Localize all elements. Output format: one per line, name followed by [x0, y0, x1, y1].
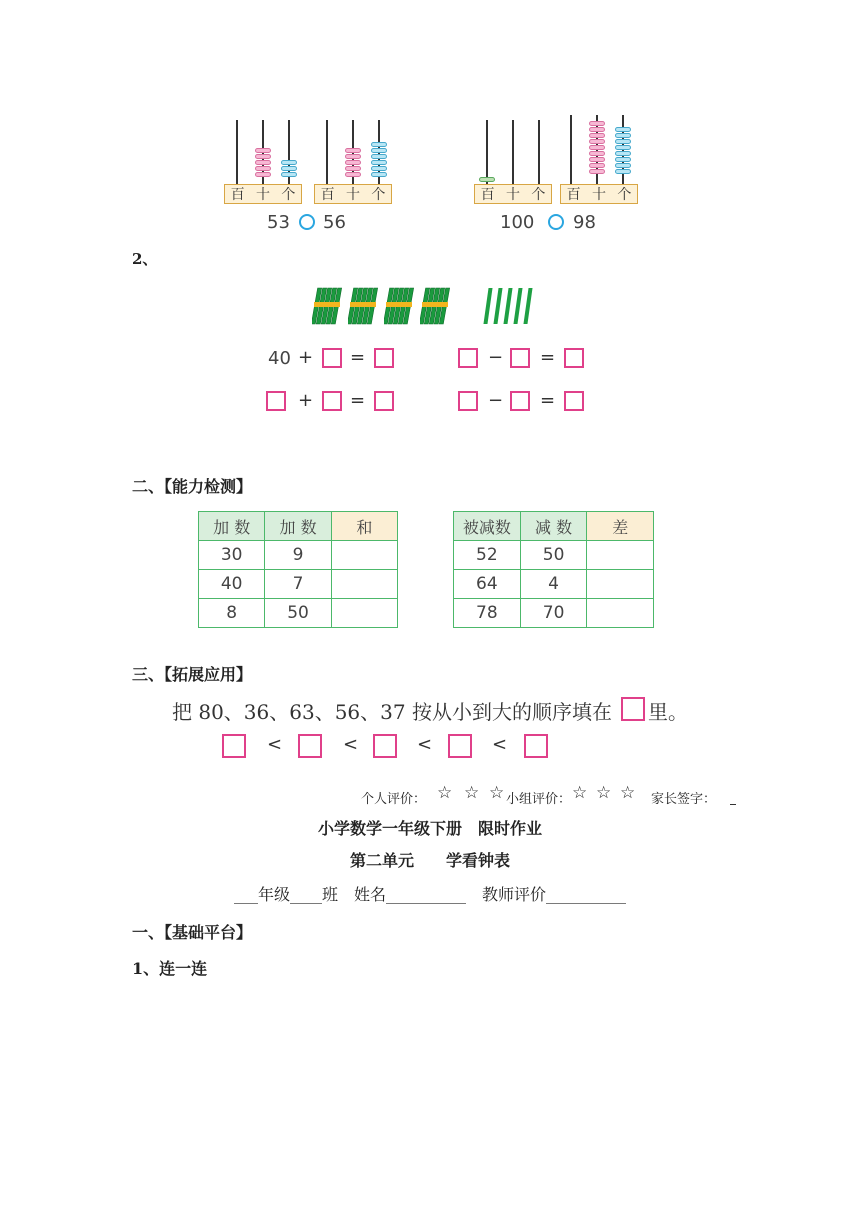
equals-sign: =: [540, 347, 556, 368]
single-stick-icon: [523, 288, 532, 324]
subtraction-table: [453, 511, 654, 628]
place-value-frame: 百 十 个: [560, 184, 638, 204]
answer-box[interactable]: [373, 734, 397, 758]
parent-signature-label: 家长签字：: [651, 792, 717, 807]
table-header: 加 数: [265, 512, 331, 541]
minus-sign: −: [488, 347, 504, 368]
addition-table: [198, 511, 398, 628]
star-icon[interactable]: ☆: [489, 783, 505, 803]
minus-sign: −: [488, 390, 504, 411]
answer-box[interactable]: [458, 391, 478, 411]
table-header: 差: [587, 512, 654, 541]
answer-box[interactable]: [374, 348, 394, 368]
answer-cell[interactable]: [587, 599, 654, 628]
table-header: 和: [331, 512, 397, 541]
sheet-title: 小学数学一年级下册 限时作业: [317, 819, 542, 838]
signature-line[interactable]: [730, 804, 736, 805]
table-header: 减 数: [520, 512, 587, 541]
plus-sign: +: [298, 390, 314, 411]
compare-right-b: 98: [573, 212, 596, 233]
answer-cell[interactable]: [331, 541, 397, 570]
answer-cell[interactable]: [587, 541, 654, 570]
answer-box[interactable]: [564, 391, 584, 411]
answer-cell[interactable]: [331, 599, 397, 628]
answer-box[interactable]: [448, 734, 472, 758]
plus-sign: +: [298, 347, 314, 368]
abacus-rod: [236, 120, 238, 184]
answer-cell[interactable]: [331, 570, 397, 599]
unit-title: 第二单元 学看钟表: [349, 851, 510, 870]
table-row: 40 7: [199, 570, 398, 599]
student-info-line: ___年级____班 姓名__________ 教师评价__________: [233, 885, 626, 904]
table-header: 加 数: [199, 512, 265, 541]
star-icon[interactable]: ☆: [572, 783, 588, 803]
answer-box[interactable]: [222, 734, 246, 758]
less-than-sign: <: [267, 734, 283, 755]
less-than-sign: <: [492, 734, 508, 755]
equals-sign: =: [350, 347, 366, 368]
stick-bundle-icon: [312, 286, 346, 326]
question-1-label: 1、连一连: [132, 959, 208, 978]
group-evaluation-label: 小组评价：: [506, 792, 572, 807]
answer-box[interactable]: [510, 348, 530, 368]
answer-box[interactable]: [322, 391, 342, 411]
ordering-instruction: 把 80、36、63、56、37 按从小到大的顺序填在: [172, 700, 612, 724]
section-1-heading: 一、【基础平台】: [132, 923, 253, 942]
stick-bundle-icon: [420, 286, 454, 326]
table-row: 78 70: [454, 599, 654, 628]
single-stick-icon: [513, 288, 522, 324]
table-row: 30 9: [199, 541, 398, 570]
section-3-heading: 三、【拓展应用】: [132, 665, 253, 684]
table-row: 64 4: [454, 570, 654, 599]
table-row: 52 50: [454, 541, 654, 570]
answer-box[interactable]: [564, 348, 584, 368]
place-value-frame: 百 十 个: [314, 184, 392, 204]
star-icon[interactable]: ☆: [596, 783, 612, 803]
answer-box[interactable]: [510, 391, 530, 411]
answer-box[interactable]: [458, 348, 478, 368]
compare-circle-blank[interactable]: [548, 214, 564, 230]
star-icon[interactable]: ☆: [464, 783, 480, 803]
answer-cell[interactable]: [587, 570, 654, 599]
less-than-sign: <: [343, 734, 359, 755]
ordering-instruction-end: 里。: [648, 700, 688, 724]
compare-right-a: 100: [500, 212, 535, 233]
equals-sign: =: [350, 390, 366, 411]
section-2-heading: 二、【能力检测】: [132, 477, 253, 496]
single-stick-icon: [503, 288, 512, 324]
single-stick-icon: [483, 288, 492, 324]
single-stick-icon: [493, 288, 502, 324]
table-row: 8 50: [199, 599, 398, 628]
answer-box[interactable]: [374, 391, 394, 411]
less-than-sign: <: [417, 734, 433, 755]
table-header: 被减数: [454, 512, 521, 541]
stick-bundle-icon: [348, 286, 382, 326]
equals-sign: =: [540, 390, 556, 411]
place-value-frame: 百 十 个: [474, 184, 552, 204]
answer-box[interactable]: [298, 734, 322, 758]
answer-box[interactable]: [524, 734, 548, 758]
personal-evaluation-label: 个人评价：: [361, 792, 427, 807]
compare-circle-blank[interactable]: [299, 214, 315, 230]
equation-operand: 40: [268, 348, 291, 369]
compare-left-b: 56: [323, 212, 346, 233]
stick-bundle-icon: [384, 286, 418, 326]
star-icon[interactable]: ☆: [437, 783, 453, 803]
example-box: [621, 697, 645, 721]
compare-left-a: 53: [267, 212, 290, 233]
star-icon[interactable]: ☆: [620, 783, 636, 803]
answer-box[interactable]: [322, 348, 342, 368]
question-2-number: 2、: [132, 250, 158, 268]
answer-box[interactable]: [266, 391, 286, 411]
place-value-frame: 百 十 个: [224, 184, 302, 204]
